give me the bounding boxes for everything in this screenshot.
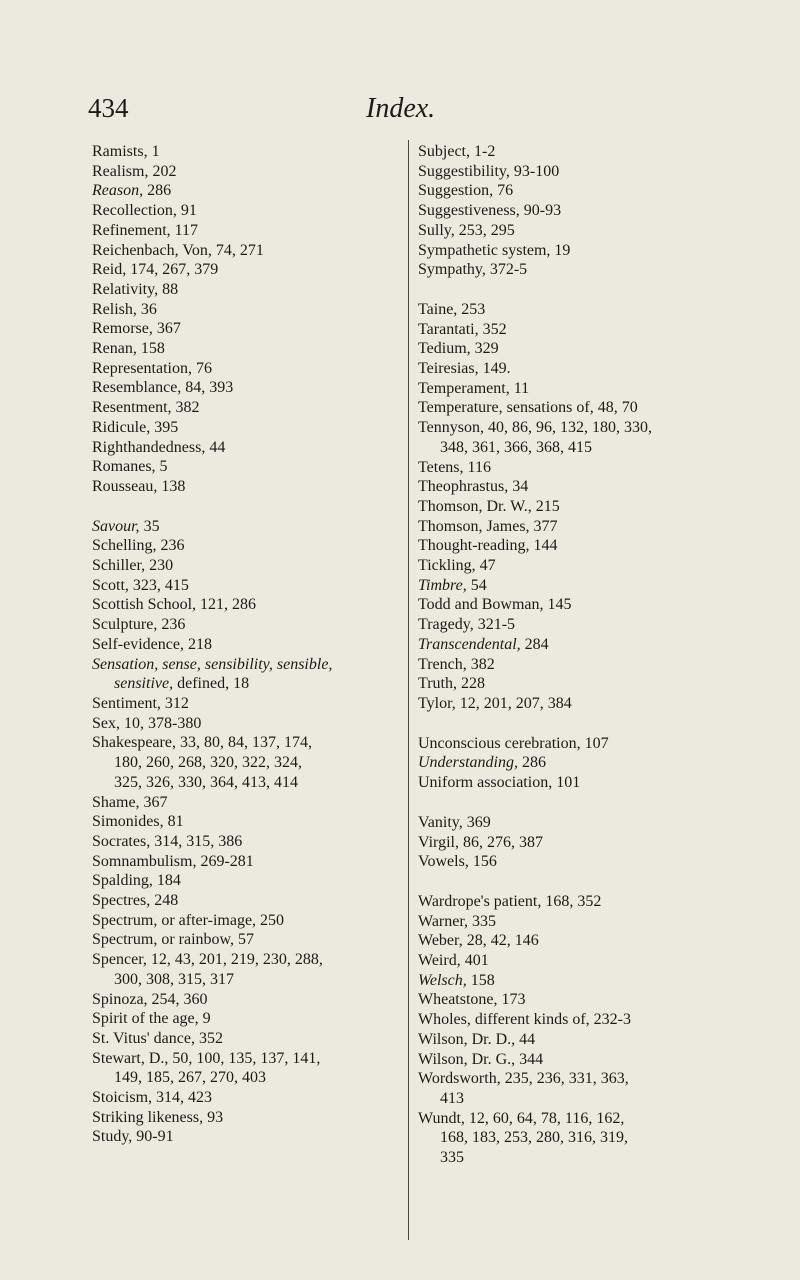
index-entry-continuation: sensitive, defined, 18: [114, 675, 250, 693]
index-entry: Schiller, 230: [92, 557, 174, 575]
index-entry: Timbre, 54: [418, 576, 487, 594]
index-entry: Ramists, 1: [92, 143, 160, 160]
index-entry: Relativity, 88: [92, 280, 179, 298]
index-entry: Tylor, 12, 201, 207, 384: [418, 694, 572, 712]
index-entry: Representation, 76: [92, 359, 212, 377]
index-entry: Renan, 158: [92, 340, 165, 358]
index-entry: Weber, 28, 42, 146: [418, 932, 539, 950]
index-entry: Spirit of the age, 9: [92, 1010, 211, 1028]
index-entry-continuation: 348, 361, 366, 368, 415: [440, 438, 592, 456]
page-header: [0, 93, 800, 133]
index-entry: Sympathy, 372-5: [418, 261, 528, 279]
index-entry: Tarantati, 352: [418, 320, 507, 338]
index-entry: Study, 90-91: [92, 1128, 174, 1146]
index-entry: Scottish School, 121, 286: [92, 596, 257, 614]
index-entry: Recollection, 91: [92, 202, 197, 220]
index-entry: Virgil, 86, 276, 387: [418, 833, 543, 851]
index-entry: Vowels, 156: [418, 853, 497, 871]
index-entry: Resemblance, 84, 393: [92, 379, 234, 397]
index-entry: Reid, 174, 267, 379: [92, 261, 219, 279]
index-entry: Teiresias, 149.: [418, 360, 511, 378]
index-entry: Somnambulism, 269-281: [92, 852, 254, 870]
index-entry-continuation: 168, 183, 253, 280, 316, 319,: [440, 1129, 628, 1147]
index-entry: Temperature, sensations of, 48, 70: [418, 399, 638, 417]
index-entry: Relish, 36: [92, 300, 157, 318]
index-entry: Temperament, 11: [418, 379, 530, 397]
index-entry: Taine, 253: [418, 300, 486, 318]
index-entry: Refinement, 117: [92, 221, 199, 239]
index-entry: Tetens, 116: [418, 458, 491, 476]
index-entry: Wilson, Dr. D., 44: [418, 1030, 536, 1048]
index-entry: Uniform association, 101: [418, 774, 581, 792]
index-entry: Transcendental, 284: [418, 635, 549, 653]
section-gap: [418, 872, 733, 892]
index-entry: Realism, 202: [92, 162, 177, 180]
index-entry: Remorse, 367: [92, 320, 181, 338]
index-entry: Suggestion, 76: [418, 182, 514, 200]
index-entry: Thomson, James, 377: [418, 517, 558, 535]
index-entry: Sully, 253, 295: [418, 221, 515, 239]
index-entry: Shakespeare, 33, 80, 84, 137, 174,: [92, 734, 312, 752]
index-entry: Welsch, 158: [418, 971, 495, 989]
section-gap: [418, 714, 733, 734]
index-entry: Spalding, 184: [92, 872, 181, 890]
right-index-column: [418, 142, 733, 1168]
index-entry: Self-evidence, 218: [92, 635, 212, 653]
index-entry-continuation: 335: [440, 1149, 464, 1167]
index-entry: Weird, 401: [418, 952, 489, 970]
index-entry: Spectrum, or rainbow, 57: [92, 931, 255, 949]
index-entry: Reason, 286: [92, 182, 172, 200]
index-entry: Socrates, 314, 315, 386: [92, 832, 243, 850]
index-entry: Sympathetic system, 19: [418, 241, 571, 259]
index-entry: Spectrum, or after-image, 250: [92, 911, 285, 929]
index-entry: Scott, 323, 415: [92, 576, 189, 594]
index-entry: Schelling, 236: [92, 537, 185, 555]
index-entry: Wilson, Dr. G., 344: [418, 1050, 544, 1068]
italic-term: Understanding,: [418, 754, 518, 772]
index-entry: Sex, 10, 378-380: [92, 714, 202, 732]
index-entry: Tennyson, 40, 86, 96, 132, 180, 330,: [418, 419, 652, 437]
italic-term: sensitive,: [114, 675, 174, 693]
index-entry: Simonides, 81: [92, 813, 184, 831]
index-entry: Suggestiveness, 90-93: [418, 202, 562, 220]
index-entry-continuation: 413: [440, 1089, 464, 1107]
running-title: Index.: [366, 93, 436, 124]
column-divider: [408, 140, 409, 1240]
index-entry-continuation: 325, 326, 330, 364, 413, 414: [114, 773, 298, 791]
index-entry: Shame, 367: [92, 793, 168, 811]
index-entry: Sensation, sense, sensibility, sensible,: [92, 655, 333, 673]
index-entry: Warner, 335: [418, 912, 497, 930]
index-entry: Unconscious cerebration, 107: [418, 734, 609, 752]
index-entry: Spencer, 12, 43, 201, 219, 230, 288,: [92, 951, 323, 969]
index-entry: Suggestibility, 93-100: [418, 162, 560, 180]
index-entry: Savour, 35: [92, 517, 160, 535]
index-entry-continuation: 149, 185, 267, 270, 403: [114, 1069, 266, 1087]
italic-term: Reason,: [92, 182, 144, 200]
index-entry: Truth, 228: [418, 675, 485, 693]
index-entry: Stewart, D., 50, 100, 135, 137, 141,: [92, 1049, 321, 1067]
index-entry: Subject, 1-2: [418, 143, 496, 160]
index-entry: Trench, 382: [418, 655, 495, 673]
index-entry: Tragedy, 321-5: [418, 616, 516, 634]
index-entry: Wholes, different kinds of, 232-3: [418, 1011, 631, 1029]
index-entry: Righthandedness, 44: [92, 438, 226, 456]
index-entry: Resentment, 382: [92, 399, 200, 417]
index-entry: Romanes, 5: [92, 458, 168, 476]
section-gap: [92, 497, 407, 517]
index-entry: Theophrastus, 34: [418, 478, 529, 496]
index-entry-continuation: 180, 260, 268, 320, 322, 324,: [114, 754, 302, 772]
index-entry: Rousseau, 138: [92, 477, 186, 495]
index-entry: Tickling, 47: [418, 557, 496, 575]
index-entry: Sentiment, 312: [92, 694, 189, 712]
index-entry: Todd and Bowman, 145: [418, 596, 572, 614]
index-entry: Sculpture, 236: [92, 616, 186, 634]
index-entry: Spinoza, 254, 360: [92, 990, 208, 1008]
index-entry: Striking likeness, 93: [92, 1108, 224, 1126]
index-entry: Reichenbach, Von, 74, 271: [92, 241, 264, 259]
left-index-column: [92, 142, 407, 1147]
index-entry: Spectres, 248: [92, 892, 179, 910]
index-entry: St. Vitus' dance, 352: [92, 1029, 223, 1047]
index-entry: Wundt, 12, 60, 64, 78, 116, 162,: [418, 1109, 625, 1127]
index-entry: Stoicism, 314, 423: [92, 1089, 213, 1107]
index-entry: Understanding, 286: [418, 754, 546, 772]
italic-term: Savour,: [92, 517, 140, 535]
page-number: 434: [88, 93, 129, 123]
index-entry: Wheatstone, 173: [418, 991, 526, 1009]
index-entry: Wardrope's patient, 168, 352: [418, 892, 602, 910]
section-gap: [418, 280, 733, 300]
index-entry: Thought-reading, 144: [418, 537, 558, 555]
index-entry: Vanity, 369: [418, 813, 491, 831]
section-gap: [418, 793, 733, 813]
index-entry: Ridicule, 395: [92, 418, 179, 436]
index-entry: Tedium, 329: [418, 340, 499, 358]
italic-term: Transcendental,: [418, 635, 521, 653]
italic-term: Timbre,: [418, 576, 467, 594]
index-entry-continuation: 300, 308, 315, 317: [114, 970, 234, 988]
index-entry: Wordsworth, 235, 236, 331, 363,: [418, 1070, 629, 1088]
index-entry: Thomson, Dr. W., 215: [418, 497, 560, 515]
italic-term: Welsch,: [418, 971, 467, 989]
